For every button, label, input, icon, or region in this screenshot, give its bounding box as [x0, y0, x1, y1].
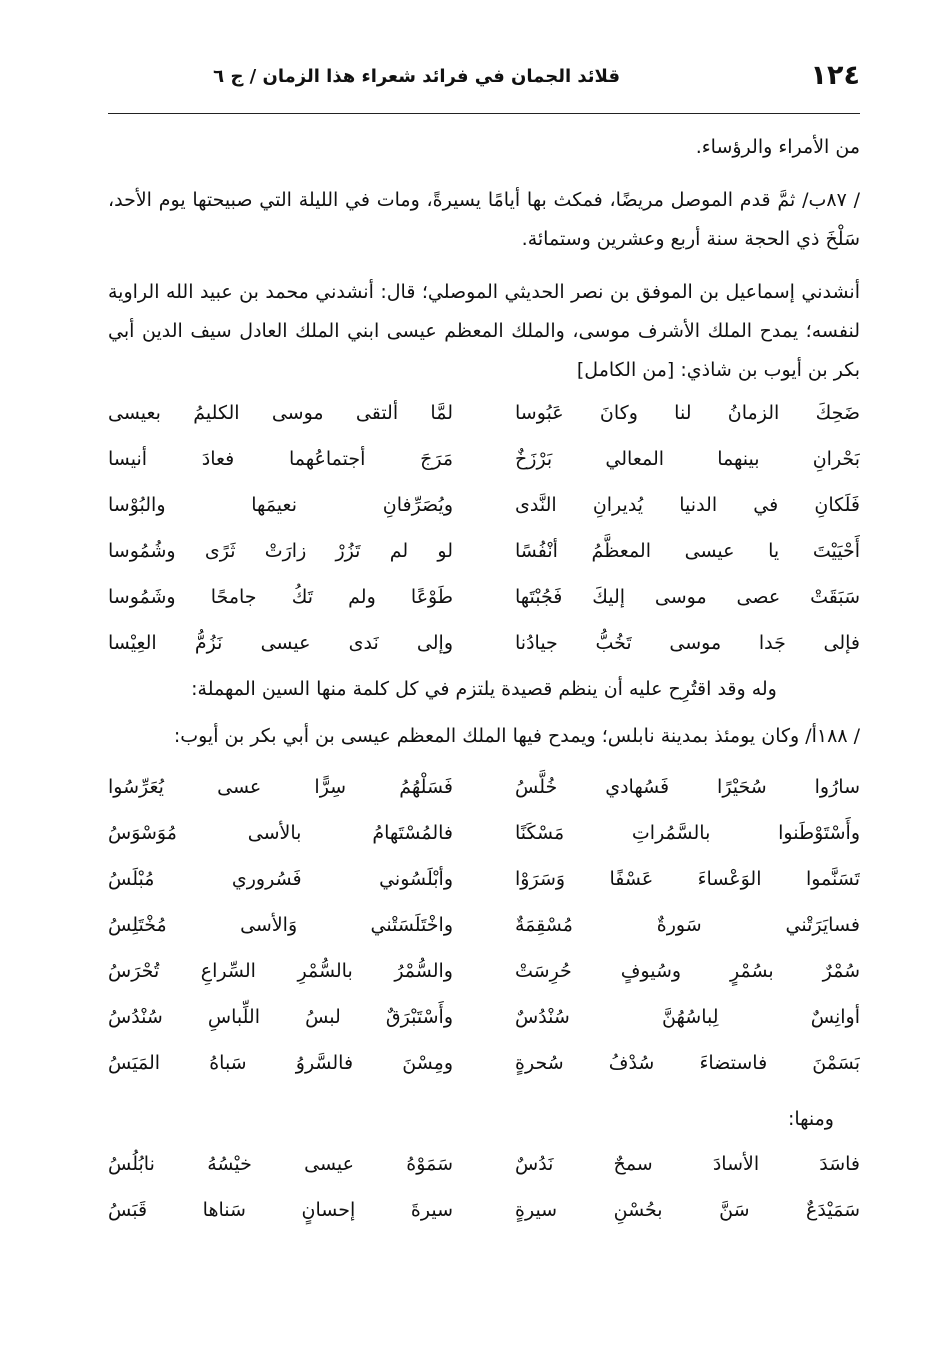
- running-title: قلائد الجمان في فرائد شعراء هذا الزمان / ج ٦: [213, 66, 620, 87]
- verse-second-hemistich: لو لم تَزُرْ زارَتْ ثَرًى وشُمُوسا: [108, 540, 453, 562]
- verse-line: [108, 1187, 860, 1233]
- verse-first-hemistich: فَلَكانِ في الدنيا يُديرانِ النَّدى: [515, 494, 860, 516]
- verse-line: [108, 764, 860, 810]
- verse-line: [108, 390, 860, 436]
- paragraph-5: / ١٨٨أ/ وكان يومئذ بمدينة نابلس؛ ويمدح فيها الملك المعظم عيسى بن أبي بكر بن أيوب:: [173, 725, 860, 747]
- verse-first-hemistich: فسايَرَتْني سَورةٌ مُسْقِمَةٌ: [515, 914, 860, 936]
- verse-line: [108, 528, 860, 574]
- verse-first-hemistich: تَسَنَّموا الوَعْساءَ عَسْفًا وَسَرَوْا: [515, 868, 860, 890]
- header-rule: [108, 113, 860, 114]
- verse-first-hemistich: ضَحِكَ الزمانُ لنا وكانَ عَبُوسا: [515, 402, 860, 424]
- verse-second-hemistich: سَمَوْهُ عيسى خيْسُهُ نابُلُسُ: [108, 1153, 453, 1175]
- verse-first-hemistich: سُمْرٌ بسُمْرٍ وسُيوفٍ حُرِسَتْ: [515, 960, 860, 982]
- verse-line: [108, 574, 860, 620]
- verse-first-hemistich: أَحْيَيْتَ يا عيسى المعظَّمُ أنْفُسًا: [515, 540, 860, 562]
- verse-line: [108, 436, 860, 482]
- verse-first-hemistich: وأَسْتَوْطَنوا بالسَّمُراتِ مَسْكَنًا: [515, 822, 860, 844]
- paragraph-4: وله وقد اقتُرِح عليه أن ينظم قصيدة يلتزم في كل كلمة منها السين المهملة:: [191, 678, 777, 700]
- verse-line: [108, 1040, 860, 1086]
- verse-first-hemistich: سَمَيْدَعٌ سَنَّ بحُسْنِ سيرةٍ: [515, 1199, 860, 1221]
- verse-line: [108, 620, 860, 666]
- verse-second-hemistich: ويُصَرِّفانِ نعيمَها والبُوْسا: [108, 494, 453, 516]
- verse-second-hemistich: طَوْعًا ولم تَكُ جامحًا وشَمُوسا: [108, 586, 453, 608]
- verse-first-hemistich: بَحْرانِ بينهما المعالي بَرْزَخٌ: [515, 448, 860, 470]
- verse-second-hemistich: ومِسْنَ فالسَّروُ سَباهُ المَيَسُ: [108, 1052, 453, 1074]
- verse-line: [108, 948, 860, 994]
- verse-second-hemistich: وإلى نَدى عيسى نَزُمُّ العِيْسا: [108, 632, 453, 654]
- paragraph-2: / ٨٧ب/ ثمَّ قدم الموصل مريضًا، فمكث بها أيامًا يسيرةً، ومات في الليلة التي صبيحتها يوم الأحد، سَلْخَ ذي الحجة سنة أربع وعشرين وستمائة.: [108, 189, 860, 250]
- verse-second-hemistich: سيرةَ إحسانٍ سَناها قَبَسُ: [108, 1199, 453, 1221]
- paragraph-6: ومنها:: [787, 1108, 834, 1130]
- verse-second-hemistich: وأَسْتَبْرَقٌ لبسُ اللِّباسِ سُنْدُسُ: [108, 1006, 453, 1028]
- verse-second-hemistich: واخْتَلَسَتْني وَالأسى مُخْتَلِسُ: [108, 914, 453, 936]
- verse-first-hemistich: سَبَقَتْ عصى موسى إليكَ فَجُبْتَها: [515, 586, 860, 608]
- poem-1: [108, 390, 860, 666]
- verse-line: [108, 1141, 860, 1187]
- verse-second-hemistich: وأبْلَسُوني فَسُروري مُبْلَسُ: [108, 868, 453, 890]
- poem-2: [108, 764, 860, 1086]
- verse-line: [108, 902, 860, 948]
- verse-line: [108, 994, 860, 1040]
- page-number: ١٢٤: [810, 60, 860, 91]
- verse-line: [108, 810, 860, 856]
- verse-second-hemistich: فالمُسْتَهامُ بالأسى مُوَسْوَسُ: [108, 822, 453, 844]
- paragraph-1: من الأمراء والرؤساء.: [695, 136, 860, 158]
- verse-second-hemistich: لمَّا ألتقى موسى الكليمُ بعيسى: [108, 402, 453, 424]
- verse-line: [108, 482, 860, 528]
- verse-first-hemistich: أوانِسٌ لِباسُهُنَّ سُنْدُسٌ: [515, 1006, 860, 1028]
- verse-second-hemistich: والسُّمْرُ بالسُّمْرِ السِّراعِ تُحْرَسُ: [108, 960, 453, 982]
- paragraph-3: أنشدني إسماعيل بن الموفق بن نصر الحديثي الموصلي؛ قال: أنشدني محمد بن عبيد الله الراوية لنفسه؛ يمدح الملك الأشرف موسى، والملك المعظم عيسى ابني الملك العادل سيف الدين أبي بكر بن أيوب بن شاذي: [من الكامل]: [108, 281, 860, 381]
- verse-second-hemistich: فَسَلْهُمُ سِرًّا عسى يُعَرِّسُوا: [108, 776, 453, 798]
- verse-first-hemistich: فاسَدَ الأسادَ سمحٌ نَدُسٌ: [515, 1153, 860, 1175]
- verse-first-hemistich: بَسَمْنَ فاستضاءَ سُدْفُ سُحرةٍ: [515, 1052, 860, 1074]
- verse-first-hemistich: فإلى جَدا موسى تَخُبُّ جيادُنا: [515, 632, 860, 654]
- verse-line: [108, 856, 860, 902]
- page-body: [108, 128, 860, 1233]
- verse-first-hemistich: سارُوا سُحَيْرًا فَسُهادي خُلَّسُ: [515, 776, 860, 798]
- verse-second-hemistich: مَرَجَ أجتماعُهما فعادَ أنيسا: [108, 448, 453, 470]
- page-header: [108, 56, 860, 104]
- poem-3: [108, 1141, 860, 1233]
